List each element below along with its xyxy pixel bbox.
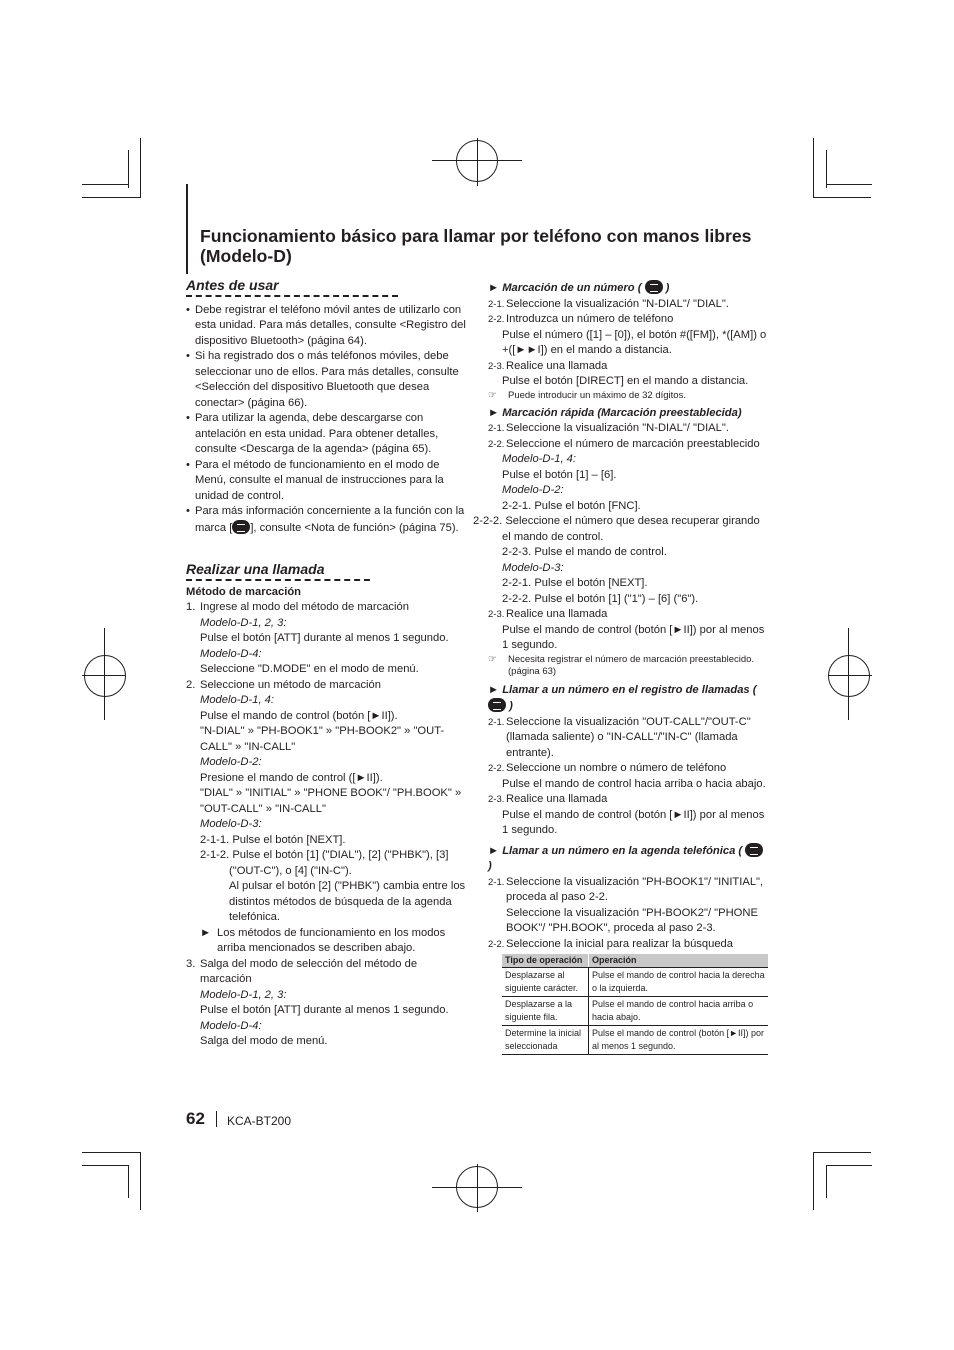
crop-mark — [82, 184, 128, 185]
substep: 2-2. Seleccione un nombre o número de teléfono — [488, 762, 727, 774]
step-text: 2-2-1. Pulse el botón [FNC]. — [502, 499, 641, 512]
crop-mark — [826, 1165, 872, 1166]
step-text: Al pulsar el botón [2] ("PHBK") cambia entre los distintos métodos de búsqueda de la agenda telefónica. — [229, 880, 466, 923]
model-label: Modelo-D-1, 4: — [200, 694, 274, 706]
registration-mark — [477, 138, 478, 186]
registration-mark — [84, 655, 126, 697]
crop-mark — [128, 150, 129, 188]
crop-mark — [813, 197, 871, 198]
step-1: 1. Ingrese al modo del método de marcación — [186, 601, 409, 613]
substep: 2-1. Seleccione la visualización "OUT-CALL"/"OUT-C" (llamada saliente) o "IN-CALL"/"IN-C" (llamada entrante). — [488, 715, 751, 759]
crop-mark — [140, 138, 141, 198]
model-label: Modelo-D-4: — [200, 1019, 262, 1032]
step-text: Salga del modo de menú. — [200, 1035, 328, 1047]
model-label: Modelo-D-1, 2, 3: — [200, 988, 287, 1001]
step-text: Pulse el mando de control (botón [►II]). — [200, 709, 398, 722]
crop-mark — [82, 197, 140, 198]
step-text: Pulse el botón [DIRECT] en el mando a distancia. — [502, 375, 749, 387]
section-heading-antes: Antes de usar — [186, 278, 398, 295]
note-icon: ☞ — [488, 653, 497, 665]
title-bar — [186, 184, 188, 274]
table-cell: Pulse el mando de control hacia arriba o hacia abajo. — [589, 997, 769, 1026]
table-cell: Pulse el mando de control (botón [►II]) por al menos 1 segundo. — [589, 1026, 769, 1055]
step-text: 2-2-2. Seleccione el número que desea recuperar girando el mando de control. — [473, 515, 760, 543]
model-label: Modelo-D-3: — [502, 561, 564, 574]
step-text: Pulse el mando de control (botón [►II]) por al menos 1 segundo. — [502, 623, 765, 651]
function-note-icon — [232, 520, 250, 534]
step-text: Seleccione "D.MODE" en el modo de menú. — [200, 663, 419, 675]
table-row — [502, 997, 768, 1026]
substep: 2-2. Seleccione la inicial para realizar la búsqueda — [488, 937, 733, 950]
crop-mark — [826, 150, 827, 188]
section-heading-realizar: Realizar una llamada — [186, 562, 370, 579]
footer-divider — [216, 1111, 217, 1127]
step-text: 2-1-1. Pulse el botón [NEXT]. — [200, 833, 346, 846]
model-label: Modelo-D-2: — [502, 484, 564, 496]
table-cell: Desplazarse a la siguiente fila. — [502, 997, 589, 1026]
step-text: Seleccione la visualización "PH-BOOK2"/ "PHONE BOOK"/ "PH.BOOK", proceda al paso 2-3. — [506, 906, 758, 934]
substep: 2-1. Seleccione la visualización "N-DIAL"/ "DIAL". — [488, 297, 729, 310]
method-heading-speed-dial: ► Marcación rápida (Marcación preestablecida) — [488, 406, 742, 419]
substep: 2-1. Seleccione la visualización "PH-BOOK1"/ "INITIAL", proceda al paso 2-2. — [488, 875, 764, 903]
step-text: 2-2-2. Pulse el botón [1] ("1") – [6] ("6"). — [502, 592, 699, 605]
left-column — [186, 278, 471, 1050]
registration-mark — [828, 675, 872, 676]
table-row — [502, 968, 768, 997]
list-item: • Si ha registrado dos o más teléfonos móviles, debe seleccionar uno de ellos. Para más detalles, consulte <Selección del dispositivo Bluetooth que desea conectar> (página 66). — [186, 349, 471, 411]
list-item: • Para utilizar la agenda, debe descargarse con antelación en esta unidad. Para obtener detalles, consulte <Descarga de la agenda> (página 65). — [186, 411, 471, 458]
model-label: Modelo-D-3: — [200, 818, 262, 830]
step-text: 2-2-1. Pulse el botón [NEXT]. — [502, 577, 648, 589]
note: ☞ Puede introducir un máximo de 32 dígitos. — [488, 389, 686, 401]
table-header-row — [502, 954, 768, 968]
step-text: Pulse el mando de control (botón [►II]) por al menos 1 segundo. — [502, 808, 765, 836]
table-cell: Determine la inicial seleccionada — [502, 1026, 589, 1055]
substep: 2-1. Seleccione la visualización "N-DIAL"/ "DIAL". — [488, 422, 729, 434]
substep: 2-3. Realice una llamada — [488, 793, 608, 805]
step-text: Pulse el mando de control hacia arriba o hacia abajo. — [502, 777, 766, 790]
function-note-icon — [745, 843, 763, 857]
table-cell: Pulse el mando de control hacia la derecha o la izquierda. — [589, 968, 769, 997]
step-text: 2-1-2. Pulse el botón [1] ("DIAL"), [2] ("PHBK"), [3] ("OUT-C"), o [4] ("IN-C"). — [200, 849, 449, 877]
note-icon: ☞ — [488, 389, 497, 401]
substep: 2-2. Introduzca un número de teléfono — [488, 313, 674, 325]
crop-mark — [140, 1152, 141, 1210]
model-label: Modelo-D-4: — [200, 647, 262, 660]
crop-mark — [826, 184, 872, 185]
registration-mark — [477, 1164, 478, 1212]
model-name: KCA-BT200 — [227, 1114, 292, 1128]
step-text: Pulse el botón [1] – [6]. — [502, 468, 617, 481]
antes-list — [186, 303, 471, 537]
crop-mark — [813, 1152, 871, 1153]
list-item: • Para el método de funcionamiento en el modo de Menú, consulte el manual de instrucciones para la unidad de control. — [186, 458, 471, 505]
substep: 2-2. Seleccione el número de marcación preestablecido — [488, 437, 760, 450]
page-title: Funcionamiento básico para llamar por teléfono con manos libres (Modelo-D) — [200, 226, 752, 266]
step-2: 2. Seleccione un método de marcación — [186, 678, 381, 691]
table-row — [502, 1026, 768, 1055]
step-note: ► Los métodos de funcionamiento en los modos arriba mencionados se describen abajo. — [200, 926, 446, 954]
right-column — [473, 280, 770, 1055]
crop-mark — [82, 1152, 140, 1153]
step-text: "DIAL" » "INITIAL" » "PHONE BOOK"/ "PH.BOOK" » "OUT-CALL" » "IN-CALL" — [200, 787, 462, 815]
step-3: 3. Salga del modo de selección del método de marcación — [186, 957, 418, 985]
subheading: Método de marcación — [186, 585, 302, 598]
crop-mark — [128, 1165, 129, 1198]
registration-mark — [828, 655, 870, 697]
substep: 2-3. Realice una llamada — [488, 608, 608, 620]
crop-mark — [813, 138, 814, 198]
method-heading-call-log: ► Llamar a un número en el registro de llamadas ( ) — [488, 683, 757, 712]
model-label: Modelo-D-2: — [200, 756, 262, 768]
step-text: 2-2-3. Pulse el mando de control. — [502, 546, 667, 558]
substep: 2-3. Realice una llamada — [488, 359, 608, 372]
step-text: Pulse el número ([1] – [0]), el botón #([FM]), *([AM]) o +([►►I]) en el mando a distancia. — [502, 328, 767, 356]
registration-mark — [104, 628, 105, 720]
function-note-icon — [488, 698, 506, 712]
step-text: Pulse el botón [ATT] durante al menos 1 segundo. — [200, 1004, 449, 1016]
step-text: Presione el mando de control ([►II]). — [200, 771, 383, 784]
table-cell: Desplazarse al siguiente carácter. — [502, 968, 589, 997]
model-label: Modelo-D-1, 4: — [502, 453, 576, 465]
table-header: Tipo de operación — [502, 954, 589, 968]
registration-mark — [848, 628, 849, 720]
page-number: 62 — [186, 1109, 205, 1128]
model-label: Modelo-D-1, 2, 3: — [200, 616, 287, 629]
function-note-icon — [645, 280, 663, 294]
method-heading-number: ► Marcación de un número ( ) — [488, 282, 670, 294]
method-heading-phonebook: ► Llamar a un número en la agenda telefónica ( ) — [488, 843, 770, 875]
table-header: Operación — [589, 954, 769, 968]
crop-mark — [82, 1165, 128, 1166]
note: ☞ Necesita registrar el número de marcación preestablecido. (página 63) — [488, 653, 755, 677]
operation-table — [502, 954, 768, 1055]
list-item: • Para más información concerniente a la función con la marca [ ], consulte <Nota de función> (página 75). — [186, 504, 471, 536]
step-text: Pulse el botón [ATT] durante al menos 1 segundo. — [200, 632, 449, 644]
crop-mark — [813, 1152, 814, 1210]
crop-mark — [826, 1165, 827, 1198]
step-text: "N-DIAL" » "PH-BOOK1" » "PH-BOOK2" » "OUT-CALL" » "IN-CALL" — [200, 725, 445, 753]
list-item: • Debe registrar el teléfono móvil antes de utilizarlo con esta unidad. Para más detalles, consulte <Registro del dispositivo Bluetooth> (página 64). — [186, 303, 471, 350]
